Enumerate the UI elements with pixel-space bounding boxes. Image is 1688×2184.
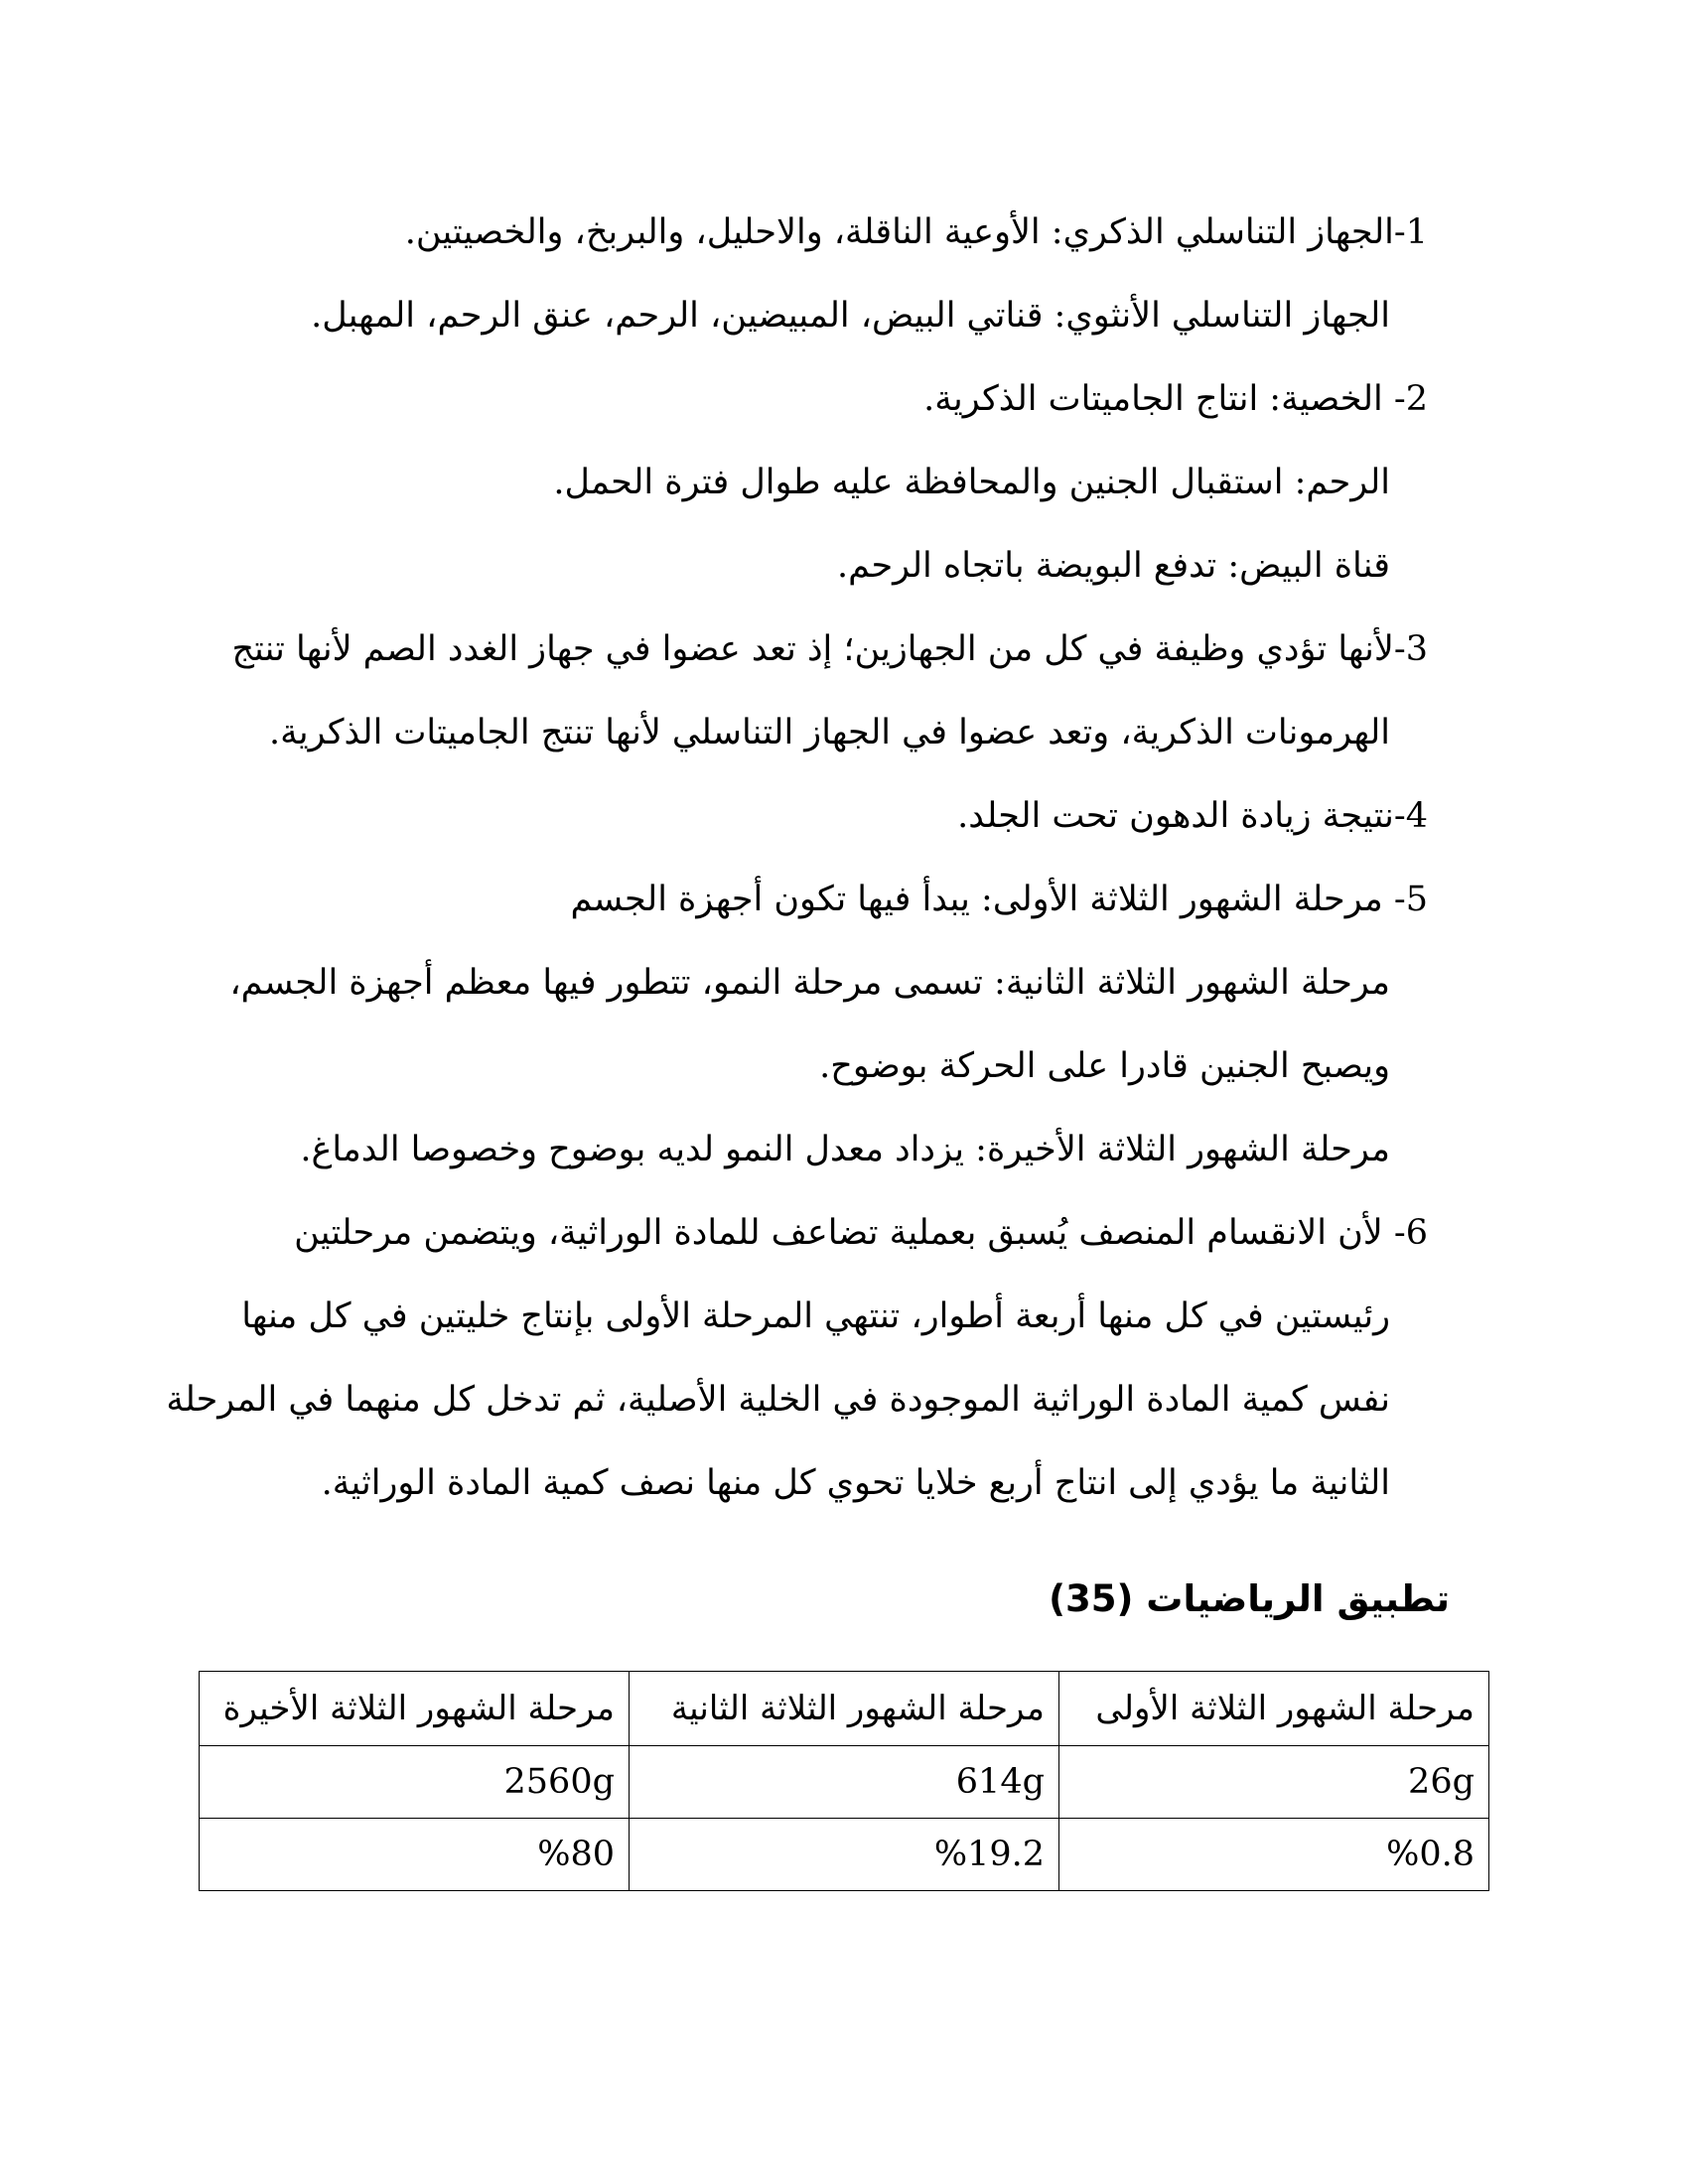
answer-4-line-1: 4-نتيجة زيادة الدهون تحت الجلد. [957,796,1428,836]
answer-3-text-1: لأنها تؤدي وظيفة في كل من الجهازين؛ إذ تعد عضوا في جهاز الغدد الصم لأنها تنتج [231,629,1394,669]
math-section-title: تطبيق الرياضيات (35) [1049,1577,1450,1620]
answer-5-text-1: مرحلة الشهور الثلاثة الأولى: يبدأ فيها تكون أجهزة الجسم [570,880,1383,919]
table-cell: %19.2 [630,1819,1059,1891]
answer-1-line-2: الجهاز التناسلي الأنثوي: قناتي البيض، المبيضين، الرحم، عنق الرحم، المهبل. [311,296,1390,336]
math-table [199,1671,1489,1891]
answer-4-number: 4 [1405,796,1428,836]
answer-6-number: 6 [1405,1213,1428,1253]
table-cell: %80 [200,1819,630,1891]
table-cell: 26g [1059,1746,1489,1819]
answer-3-number: 3 [1405,629,1428,669]
table-header-cell: مرحلة الشهور الثلاثة الأولى [1059,1672,1489,1746]
table-cell: %0.8 [1059,1819,1489,1891]
answer-1-line-1: 1-الجهاز التناسلي الذكري: الأوعية الناقلة، والاحليل، والبربخ، والخصيتين. [404,212,1428,252]
answer-3-line-2: الهرمونات الذكرية، وتعد عضوا في الجهاز التناسلي لأنها تنتج الجاميتات الذكرية. [268,713,1390,752]
answer-3-line-1: 3-لأنها تؤدي وظيفة في كل من الجهازين؛ إذ تعد عضوا في جهاز الغدد الصم لأنها تنتج [231,629,1428,669]
table-header-cell: مرحلة الشهور الثلاثة الثانية [630,1672,1059,1746]
answer-5-line-4: مرحلة الشهور الثلاثة الأخيرة: يزداد معدل النمو لديه بوضوح وخصوصا الدماغ. [300,1130,1390,1169]
table-cell: 2560g [200,1746,630,1819]
answer-6-line-2: رئيستين في كل منها أربعة أطوار، تنتهي المرحلة الأولى بإنتاج خليتين في كل منها [241,1297,1390,1336]
answer-2-text-1: الخصية: انتاج الجاميتات الذكرية. [923,379,1383,419]
table-row [200,1746,1489,1819]
answer-6-line-3: نفس كمية المادة الوراثية الموجودة في الخلية الأصلية، ثم تدخل كل منهما في المرحلة [166,1380,1390,1420]
answer-2-line-3: قناة البيض: تدفع البويضة باتجاه الرحم. [837,546,1390,586]
answer-2-line-2: الرحم: استقبال الجنين والمحافظة عليه طوال فترة الحمل. [553,463,1390,502]
answer-4-text-1: نتيجة زيادة الدهون تحت الجلد. [957,796,1394,836]
answer-2-number: 2 [1405,379,1428,419]
answer-6-line-4: الثانية ما يؤدي إلى انتاج أربع خلايا تحوي كل منها نصف كمية المادة الوراثية. [321,1463,1390,1503]
answer-6-text-1: لأن الانقسام المنصف يُسبق بعملية تضاعف للمادة الوراثية، ويتضمن مرحلتين [294,1213,1383,1253]
answer-5-line-2: مرحلة الشهور الثلاثة الثانية: تسمى مرحلة النمو، تتطور فيها معظم أجهزة الجسم، [229,963,1390,1003]
answer-6-line-1: 6- لأن الانقسام المنصف يُسبق بعملية تضاعف للمادة الوراثية، ويتضمن مرحلتين [294,1213,1428,1253]
answer-5-line-3: ويصبح الجنين قادرا على الحركة بوضوح. [819,1046,1390,1086]
answer-1-number: 1 [1405,212,1428,252]
answer-1-text-1: الجهاز التناسلي الذكري: الأوعية الناقلة، والاحليل، والبربخ، والخصيتين. [404,212,1394,252]
table-header-cell: مرحلة الشهور الثلاثة الأخيرة [200,1672,630,1746]
answer-2-line-1: 2- الخصية: انتاج الجاميتات الذكرية. [923,379,1428,419]
table-header-row [200,1672,1489,1746]
table-row [200,1819,1489,1891]
table-cell: 614g [630,1746,1059,1819]
answer-5-number: 5 [1405,880,1428,919]
answer-5-line-1: 5- مرحلة الشهور الثلاثة الأولى: يبدأ فيها تكون أجهزة الجسم [570,880,1428,919]
